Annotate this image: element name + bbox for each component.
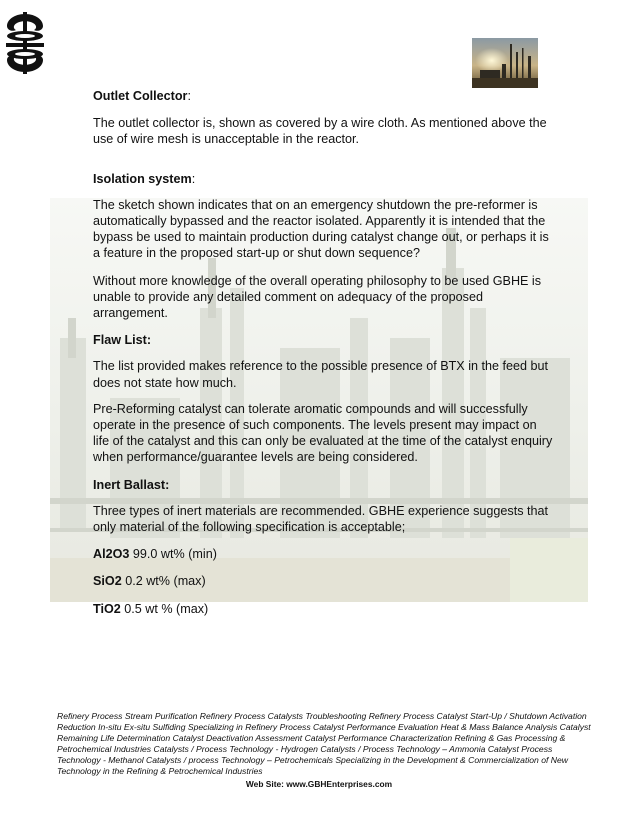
isolation-system-paragraph-2: Without more knowledge of the overall operating philosophy to be used GBHE is unable to provide any detailed comment on adequacy of the proposed arrangement. — [93, 273, 542, 321]
section-heading-isolation-system: Isolation system — [93, 171, 192, 186]
outlet-collector-paragraph: The outlet collector is, shown as covered by a wire cloth. As mentioned above the use of wire mesh is unacceptable in the reactor. — [93, 116, 547, 147]
flaw-list-paragraph-1: The list provided makes reference to the possible presence of BTX in the feed but does not state how much. — [93, 359, 549, 390]
footer-services-text: Refinery Process Stream Purification Refinery Process Catalysts Troubleshooting Refinery Process Catalyst Start-Up / Shutdown Activation Reduction In-situ Ex-situ Sulfiding Specializing in Refinery Process Catalyst Performance Evaluation Heat & Mass Balance Analysis Catalyst Remaining Life Determination Catalyst Deactivation Assessment Catalyst Performance Characterization Refining & Gas Processing & Petrochemical Industries Catalysts / Process Technology - Hydrogen Catalysts / Process Technology – Ammonia Catalyst Process Technology - Methanol Catalysts / process Technology – Petrochemicals Specializing in the Development & Commercialization of New Technology in the Refining & Petrochemical Industries — [57, 711, 591, 776]
refinery-sunset-photo — [472, 38, 538, 88]
section-heading-inert-ballast: Inert Ballast: — [93, 477, 170, 492]
flaw-list-paragraph-2: Pre-Reforming catalyst can tolerate aromatic compounds and will successfully operate in the presence of such components. The levels present may impact on life of the catalyst and this can only be evaluated at the time of the catalyst enquiry when performance/guarantee levels are being considered. — [93, 401, 553, 465]
spec-row-al2o3 — [93, 546, 553, 562]
spec-name: TiO2 — [93, 601, 121, 616]
document-body: Outlet Collector: The outlet collector is, shown as covered by a wire cloth. As mentioned above the use of wire mesh is unacceptable in the reactor. Isolation system: The sketch shown indicates that on an emergency shutdown the pre-reformer is automatically bypassed and the reactor isolated. Apparently it is intended that the bypass be used to maintain production during catalyst change out, or perhaps it is a feature in the proposed start-up or shut down sequence? Without more knowledge of the overall operating philosophy to be used GBHE is unable to provide any detailed comment on adequacy of the proposed arrangement. Flaw List: The list provided makes reference to the possible presence of BTX in the feed but does not state how much. Pre-Reforming catalyst can tolerate aromatic compounds and will successfully operate in the presence of such components. The levels present may impact on life of the catalyst and this can only be evaluated at the time of the catalyst enquiry when performance/guarantee levels are being considered. Inert Ballast: Three types of inert materials are recommended. GBHE experience suggests that only material of the following specification is acceptable; Al2O3 99.0 wt% (min) SiO2 0.2 wt% (max) TiO2 0.5 wt % (max) — [93, 89, 553, 616]
spec-value: 0.2 wt% (max) — [121, 574, 206, 589]
footer-website: Web Site: www.GBHEnterprises.com — [245, 779, 393, 789]
spec-row-sio2 — [93, 573, 553, 589]
spec-value: 99.0 wt% (min) — [129, 547, 217, 562]
section-heading-outlet-collector: Outlet Collector — [93, 89, 188, 103]
section-heading-flaw-list: Flaw List: — [93, 333, 152, 348]
spec-name: SiO2 — [93, 574, 122, 589]
spec-value: 0.5 wt % (max) — [120, 601, 209, 616]
spec-row-tio2 — [93, 601, 553, 617]
inert-ballast-paragraph: Three types of inert materials are recommended. GBHE experience suggests that only material of the following specification is acceptable; — [93, 503, 548, 535]
isolation-system-paragraph-1: The sketch shown indicates that on an emergency shutdown the pre-reformer is automatically bypassed and the reactor isolated. Apparently it is intended that the bypass be used to maintain production during catalyst change out, or perhaps it is a feature in the proposed start-up or shut down sequence? — [93, 197, 549, 261]
company-logo-icon — [4, 12, 46, 74]
spec-name: Al2O3 — [93, 547, 130, 562]
